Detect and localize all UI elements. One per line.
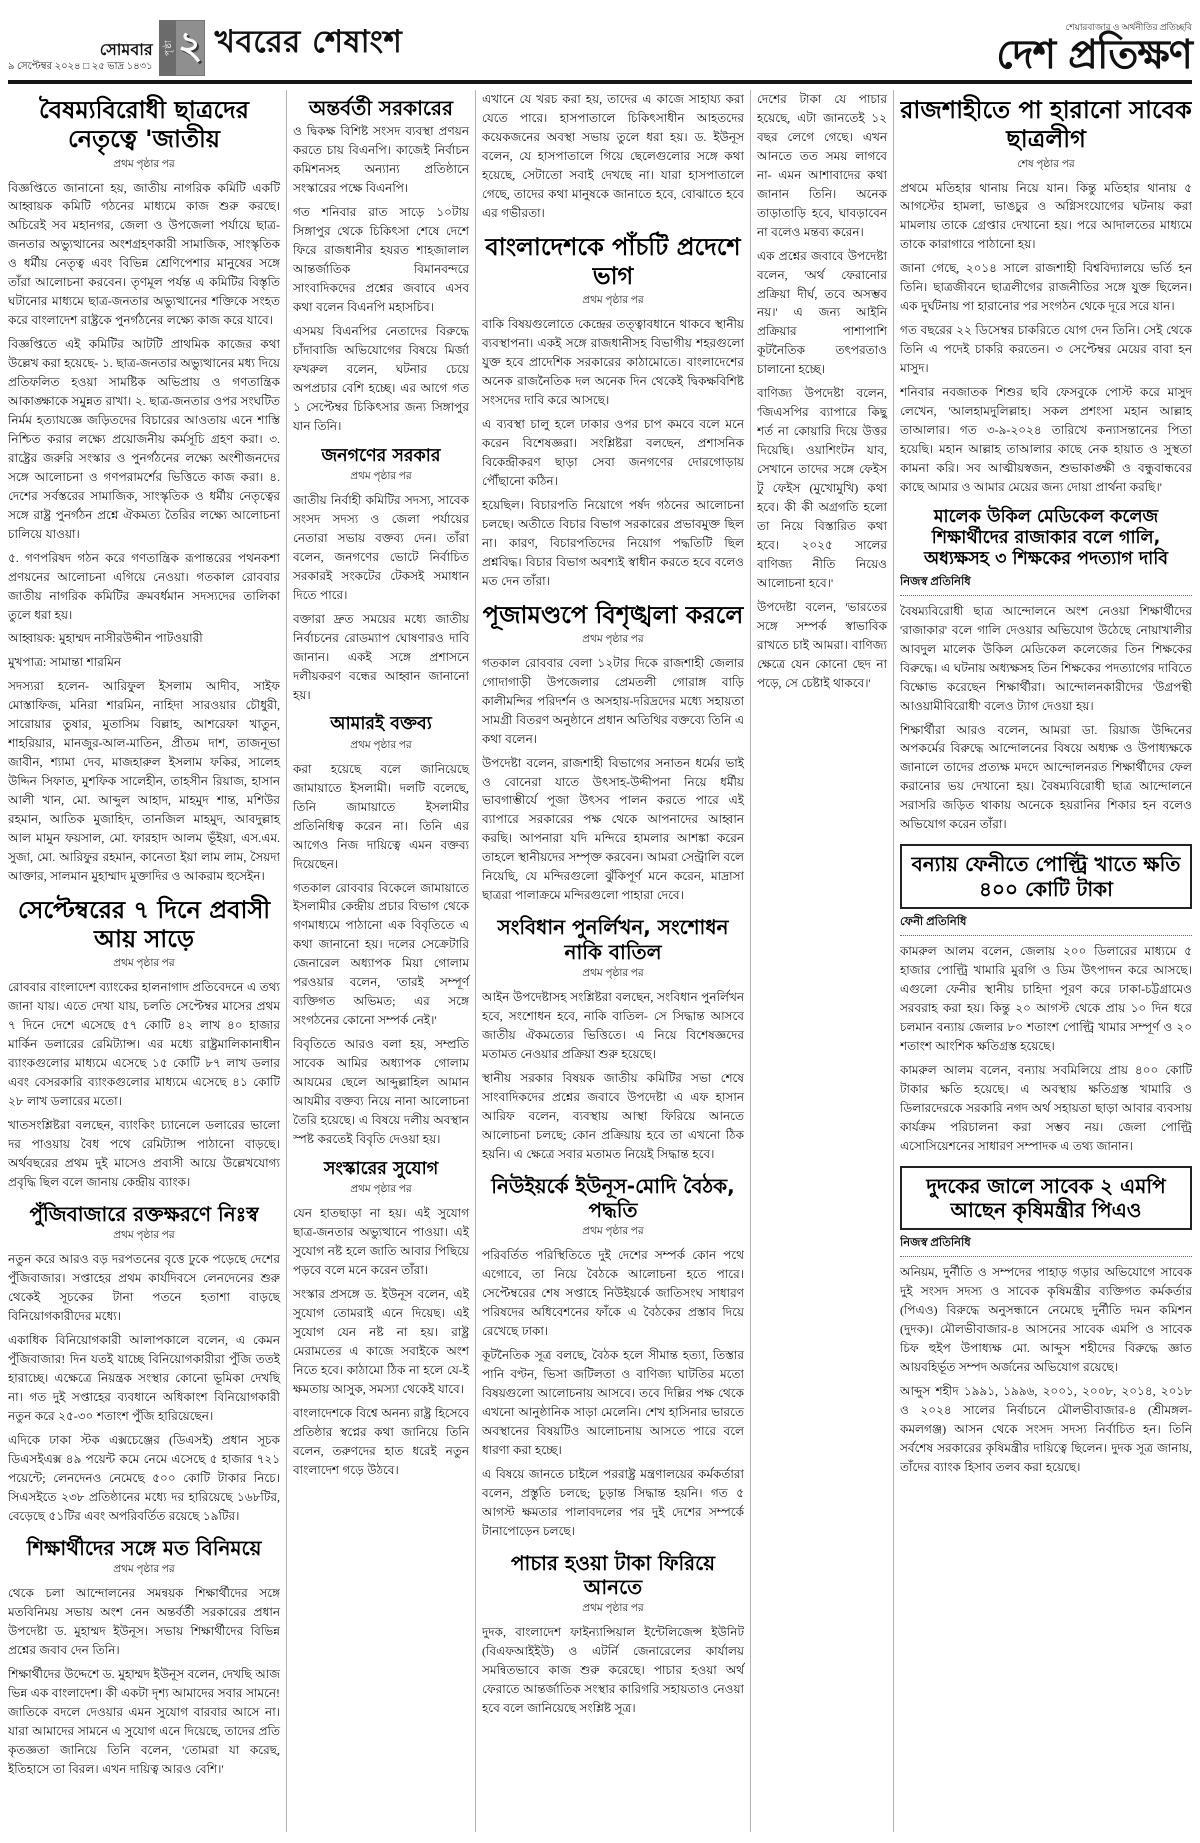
article-paragraph: শনিবার নবজাতক শিশুর ছবি ফেসবুকে পোস্ট করে মাসুদ লেখেন, 'আলহামদুলিল্লাহ। সকল প্রশংসা মহান আল্লাহ তাআলার। গত ৩-৯-২০২৪ তারিখে কন্যাসন্তানের পিতা হয়েছি। মহান আল্লাহ তাআলার কাছে নেক হায়াত ও সুস্থতা কামনা করি। সব আত্মীয়স্বজন, শুভাকাঙ্ক্ষী ও বন্ধুবান্ধবের কাছে আমার ও আমার মেয়ের জন্য দোয়া প্রার্থনা করছি।' xyxy=(900,385,1192,494)
day-label: সোমবার xyxy=(99,42,153,60)
article-headline: রাজশাহীতে পা হারানো সাবেক ছাত্রলীগ xyxy=(900,96,1192,154)
article-headline: জনগণের সরকার xyxy=(321,445,441,466)
article-continued-note: প্রথম পৃষ্ঠার পর xyxy=(350,1184,412,1196)
article-headline: মালেক উকিল মেডিকেল কলেজ শিক্ষার্থীদের রাজাকার বলে গালি, অধ্যক্ষসহ ৩ শিক্ষকের পদত্যাগ দাবি xyxy=(924,506,1168,570)
article-paragraph: এক প্রশ্নের জবাবে উপদেষ্টা বলেন, 'অর্থ ফেরানোর প্রক্রিয়া দীর্ঘ, তবে অসম্ভব নয়।' এ জন্য আইনি প্রক্রিয়ার পাশাপাশি কূটনৈতিক তৎপরতাও চালানো হচ্ছে। xyxy=(757,248,887,377)
article-continued-note: প্রথম পৃষ্ঠার পর xyxy=(350,739,412,751)
article-body xyxy=(900,179,1192,497)
article-body xyxy=(8,978,280,1191)
article-headline: বন্যায় ফেনীতে পোল্ট্রি খাতে ক্ষতি ৪০০ কোটি টাকা xyxy=(900,844,1192,909)
article-paragraph: একাধিক বিনিয়োগকারী আলাপকালে বলেন, এ কেমন পুঁজিবাজার! দিন যতই যাচ্ছে বিনিয়োগকারীরা পুঁজি ততই হারাচ্ছে। এক্ষেত্রে নিয়ন্ত্রক সংস্থার কোনো ভূমিকা দেখছি না। গত দুই সপ্তাহের ব্যবধানে অধিকাংশ বিনিয়োগকারী নতুন করে ২৫-৩০ শতাংশ পুঁজি হারিয়েছেন। xyxy=(8,1333,280,1423)
article-paragraph: পরিবর্তিত পরিস্থিতিতে দুই দেশের সম্পর্ক কোন পথে এগোবে, তা নিয়ে বৈঠকে আলোচনা হতে পারে। সেপ্টেম্বরের শেষ সপ্তাহে নিউইয়র্কে জাতিসংঘ সাধারণ পরিষদের অধিবেশনের ফাঁকে এ বৈঠকের প্রস্তাব দিয়ে রেখেছে ঢাকা। xyxy=(482,1248,744,1339)
article-body xyxy=(8,179,280,886)
article-paragraph: গত বছরের ২২ ডিসেম্বর চাকরিতে যোগ দেন তিনি। সেই থেকে তিনি এ পদেই চাকরি করতেন। ৩ সেপ্টেম্বর মেয়ের বাবা হন মাসুদ। xyxy=(900,323,1192,376)
article-headline: বৈষম্যবিরোধী ছাত্রদের নেতৃত্বে 'জাতীয় xyxy=(39,96,249,154)
article-paragraph: আব্দুস শহীদ ১৯৯১, ১৯৯৬, ২০০১, ২০০৮, ২০১৪, ২০১৮ ও ২০২৪ সালের নির্বাচনে মৌলভীবাজার-৪ (শ্রীমঙ্গল-কমলগঞ্জ) আসন থেকে সংসদ সদস্য নির্বাচিত হন। তিনি সর্বশেষ সরকারের কৃষিমন্ত্রীর দায়িত্বে ছিলেন। দুদক সূত্র জানায়, তাঁদের ব্যাংক হিসাব তলব করা হয়েছে। xyxy=(900,1384,1192,1474)
article-continued-note: প্রথম পৃষ্ঠার পর xyxy=(113,958,175,970)
article-body xyxy=(900,942,1192,1155)
page-header xyxy=(8,6,1192,76)
masthead-title: দেশ প্রতিক্ষণ xyxy=(996,32,1192,78)
article-paragraph: বৈষম্যবিরোধী ছাত্র আন্দোলনে অংশ নেওয়া শিক্ষার্থীদের 'রাজাকার' বলে গালি দেওয়ার অভিযোগ উঠেছে নোয়াখালীর আবদুল মালেক উকিল মেডিকেল কলেজের তিন শিক্ষকের বিরুদ্ধে। এ ঘটনায় অধ্যক্ষসহ তিন শিক্ষকের পদত্যাগের দাবিতে বিক্ষোভ করেছেন শিক্ষার্থীরা। আন্দোলনকারীদের 'উগ্রপন্থী আওয়ামীবিরোধী' বলেও ট্যাগ দেওয়া হয়। xyxy=(900,603,1192,713)
article xyxy=(8,1202,280,1526)
article-paragraph: রোববার বাংলাদেশ ব্যাংকের হালনাগাদ প্রতিবেদনে এ তথ্য জানা যায়। এতে দেখা যায়, চলতি সেপ্টেম্বর মাসের প্রথম ৭ দিনে দেশে এসেছে ৫৭ কোটি ৪২ লাখ ৪০ হাজার মার্কিন ডলারের রেমিট্যান্স। এর মধ্যে রাষ্ট্রমালিকানাধীন ব্যাংকগুলোর মাধ্যমে এসেছে ১৫ কোটি ৮৭ লাখ ডলার এবং বেসরকারি ব্যাংকগুলোর মাধ্যমে এসেছে ৪১ কোটি ২৮ লাখ ডলারের মতো। xyxy=(8,980,280,1109)
article-continued-note: প্রথম পৃষ্ঠার পর xyxy=(582,295,644,307)
article-body xyxy=(900,602,1192,834)
article-body xyxy=(482,1623,744,1718)
article-body xyxy=(482,90,744,223)
date-block xyxy=(8,42,153,76)
article-continued-note: প্রথম পৃষ্ঠার পর xyxy=(350,470,412,482)
article-byline: নিজস্ব প্রতিনিধি xyxy=(900,573,1192,596)
date-label: ৯ সেপ্টেম্বর ২০২৪ □ ২৫ ভাদ্র ১৪৩১ xyxy=(8,60,153,72)
article-paragraph: গতকাল রোববার বেলা ১২টার দিকে রাজশাহী জেলার গোদাগাড়ী উপজেলার প্রেমতলী গোরাঙ্গ বাড়ি কালীমন্দির পরিদর্শন ও অসহায়-দরিদ্রদের মধ্যে সহায়তা সামগ্রী বিতরণ অনুষ্ঠানে প্রধান অতিথির বক্তব্যে তিনি এ কথা বলেন। xyxy=(482,655,744,746)
article-paragraph: অনিয়ম, দুর্নীতি ও সম্পদের পাহাড় গড়ার অভিযোগে সাবেক দুই সংসদ সদস্য ও সাবেক কৃষিমন্ত্রীর ব্যক্তিগত কর্মকর্তার (পিএও) বিরুদ্ধে অনুসন্ধানে নেমেছে দুর্নীতি দমন কমিশন (দুদক)। মৌলভীবাজার-৪ আসনের সাবেক এমপি ও সাবেক চিফ হুইপ উপাধ্যক্ষ মো. আব্দুস শহীদের বিরুদ্ধে জ্ঞাত আয়বহির্ভূত সম্পদ অর্জনের অভিযোগ রয়েছে। xyxy=(900,1265,1192,1375)
article-headline: দুদকের জালে সাবেক ২ এমপি আছেন কৃষিমন্ত্রীর পিএও xyxy=(900,1166,1192,1231)
header-rule xyxy=(8,80,1192,84)
article-paragraph: জাতীয় নির্বাহী কমিটির সদস্য, সাবেক সংসদ সদস্য ও জেলা পর্যায়ের নেতারা সভায় বক্তব্য দেন। তাঁরা বলেন, জনগণের ভোটে নির্বাচিত সরকারই সংকটের টেকসই সমাধান দিতে পারে। xyxy=(293,492,469,602)
article-paragraph: কামরুল আলম বলেন, জেলায় ২০০ ডিলারের মাধ্যমে ৫ হাজার পোল্ট্রি খামারি মুরগি ও ডিম উৎপাদন করে আসছে। এগুলো ফেনীর স্থানীয় চাহিদা পূরণ করে ঢাকা-চট্টগ্রামেও সরবরাহ করা হয়। কিন্তু ২০ আগস্ট থেকে প্রায় ১০ দিন ধরে চলমান বন্যায় জেলার ৮০ শতাংশ পোল্ট্রি খামার সম্পূর্ণ ও ২০ শতাংশ আংশিক ক্ষতিগ্রস্ত হয়েছে। xyxy=(900,944,1192,1053)
article-paragraph: মুখপাত্র: সামান্তা শারমিন xyxy=(8,655,122,670)
article-headline: পুঁজিবাজারে রক্তক্ষরণে নিঃস্ব xyxy=(29,1201,259,1226)
article xyxy=(8,896,280,1192)
article-headline: পাচার হওয়া টাকা ফিরিয়ে আনতে xyxy=(510,1550,716,1600)
section-title: খবরের শেষাংশ xyxy=(214,24,403,60)
article xyxy=(900,1166,1192,1477)
article-paragraph: এদিকে ঢাকা স্টক এক্সচেঞ্জের (ডিএসই) প্রধান সূচক ডিএসইএক্স ৪৯ পয়েন্ট কমে নেমে এসেছে ৫ হাজার ৭২১ পয়েন্টে; লেনদেনও নেমেছে ৫০০ কোটি টাকার নিচে। সিএসইতে ২৩৮ প্রতিষ্ঠানের মধ্যে দর হারিয়েছে ১৬৮টির, বেড়েছে ৫১টির এবং অপরিবর্তিত রয়েছে ১৯টির। xyxy=(8,1432,280,1523)
article-paragraph: গত শনিবার রাত সাড়ে ১০টায় সিঙ্গাপুর থেকে চিকিৎসা শেষে দেশে ফিরে রাজধানীর হযরত শাহজালাল আন্তর্জাতিক বিমানবন্দরে সাংবাদিকদের প্রশ্নের জবাবে এসব কথা বলেন বিএনপি মহাসচিব। xyxy=(293,205,469,314)
article-headline: সংবিধান পুনর্লিখন, সংশোধন নাকি বাতিল xyxy=(497,915,729,964)
article-headline: শিক্ষার্থীদের সঙ্গে মত বিনিময়ে xyxy=(26,1535,262,1560)
article-body xyxy=(482,1246,744,1540)
article-paragraph: হয়েছিল। বিচারপতি নিয়োগে পর্ষদ গঠনের আলোচনা চলছে। অতীতে বিচার বিভাগ সরকারের প্রভাবমুক্ত ছিল না। কারণ, বিচারপতিদের নিয়োগ পদ্ধতিটি ছিল প্রশ্নবিদ্ধ। বিচার বিভাগ অবশ্যই স্বাধীন করতে হবে বলেও মত দেন তাঁরা। xyxy=(482,497,744,588)
article xyxy=(8,96,280,886)
article-paragraph: সংস্কার প্রসঙ্গে ড. ইউনূস বলেন, এই সুযোগ তোমরাই এনে দিয়েছ। এই সুযোগ যেন নষ্ট না হয়। রাষ্ট্র মেরামতের এ কাজে সবাইকে অংশ নিতে হবে। কাঠামো ঠিক না হলে যে-ই ক্ষমতায় আসুক, সমস্যা থেকেই যাবে। xyxy=(293,1287,469,1396)
article xyxy=(757,90,887,693)
article-paragraph: কামরুল আলম বলেন, বন্যায় সবমিলিয়ে প্রায় ৪০০ কোটি টাকার ক্ষতি হয়েছে। এ অবস্থায় ক্ষতিগ্রস্ত খামারি ও ডিলারদেরকে সরকারি নগদ অর্থ সহায়তা ছাড়া আবার ব্যবসায় কার্যক্রম পরিচালনা করা সম্ভব নয়। জেলা পোল্ট্রি এসোসিয়েশনের সাধারণ সম্পাদক এ তথ্য জানান। xyxy=(900,1062,1192,1153)
article-paragraph: উপদেষ্টা বলেন, রাজশাহী বিভাগের সনাতন ধর্মের ভাই ও বোনেরা যাতে উৎসাহ-উদ্দীপনা নিয়ে ধর্মীয় ভাবগাম্ভীর্যে পূজা উৎসব পালন করতে পারে এই ব্যাপারে সরকারের পক্ষ থেকে আপনাদের আহ্বান করছি। আপনারা যদি মন্দিরে হামলার আশঙ্কা করেন তাহলে স্থানীয়দের সম্পৃক্ত করবেন। আমরা সেন্ট্রালি বলে নিয়েছি, যে মন্দিরগুলো ঝুঁকিপূর্ণ মনে করেন, মাদ্রাসা ছাত্ররা পালাক্রমে মন্দিরগুলো পাহারা দেবে। xyxy=(482,755,744,903)
article-continued-note: প্রথম পৃষ্ঠার পর xyxy=(113,158,175,170)
article-paragraph: বিজ্ঞপ্তিতে এই কমিটির আটটি প্রাথমিক কাজের কথা উল্লেখ করা হয়েছে- ১. ছাত্র-জনতার অভ্যুত্থানের মধ্য দিয়ে প্রতিফলিত হওয়া সামষ্টিক অভিপ্রায় ও গণতান্ত্রিক আকাঙ্ক্ষাকে সমুন্নত রাখা। ২. ছাত্র-জনতার ওপর সংঘটিত নির্মম হত্যাযজ্ঞে জড়িতদের বিচারের আওতায় এনে শাস্তি নিশ্চিত করার লক্ষ্যে প্রয়োজনীয় কর্মসূচি গ্রহণ করা। ৩. রাষ্ট্রের জরুরি সংস্কার ও পুনর্গঠনের লক্ষ্যে অংশীজনদের সঙ্গে আলোচনা ও গণপরামর্শের ভিত্তিতে কাজ করা। ৪. দেশের সর্বস্তরের সামাজিক, সাংস্কৃতিক ও ধর্মীয় নেতৃত্বের সঙ্গে রাষ্ট্র পুনর্গঠন প্রশ্নে ঐকমত্য তৈরির লক্ষ্যে আলোচনা চালিয়ে যাওয়া। xyxy=(8,337,280,541)
article-continued-note: প্রথম পৃষ্ঠার পর xyxy=(582,1226,644,1238)
article-paragraph: উপদেষ্টা বলেন, 'ভারতের সঙ্গে সম্পর্ক স্বাভাবিক রাখতে চাই আমরা। বাণিজ্য ক্ষেত্রে যেন কোনো ছেদ না পড়ে, সে চেষ্টাই থাকবে।' xyxy=(757,599,887,690)
article-paragraph: বাণিজ্য উপদেষ্টা বলেন, 'জিএসপির ব্যাপারে কিছু শর্ত না কোয়ারি দিয়ে উত্তর দিয়েছি। ওয়াশিংটন যাব, সেখানে তাদের সঙ্গে ফেইস টু ফেইস (মুখোমুখি) কথা হবে। কী কী অগ্রগতি হলো তা নিয়ে বিস্তারিত কথা হবে। ২০২৫ সালের বাণিজ্য নীতি নিয়েও আলোচনা হবে।' xyxy=(757,386,887,590)
article-continued-note: প্রথম পৃষ্ঠার পর xyxy=(582,1603,644,1615)
article xyxy=(900,844,1192,1155)
article-continued-note: শেষ পৃষ্ঠার পর xyxy=(1017,158,1075,170)
article-paragraph: নতুন করে আরও বড় দরপতনের বৃত্তে ঢুকে পড়েছে দেশের পুঁজিবাজার। সপ্তাহের প্রথম কার্যদিবসে লেনদেনের শুরু থেকেই সূচকের টানা পতনে হতাশা বাড়ছে বিনিয়োগকারীদের মধ্যে। xyxy=(8,1252,280,1324)
article-paragraph: বক্তারা দ্রুত সময়ের মধ্যে জাতীয় নির্বাচনের রোডম্যাপ ঘোষণারও দাবি জানান। একই সঙ্গে প্রশাসনে দলীয়করণ বন্ধের আহ্বান জানানো হয়। xyxy=(293,611,469,702)
news-column-3 xyxy=(482,90,751,1832)
article-headline: নিউইয়র্কে ইউনূস-মোদি বৈঠক, পদ্ধতি xyxy=(491,1173,735,1222)
article-headline: বাংলাদেশকে পাঁচটি প্রদেশে ভাগ xyxy=(485,232,741,290)
article-body xyxy=(293,760,469,1149)
article-paragraph: সদস্যরা হলেন- আরিফুল ইসলাম আদীব, সাইফ মোস্তাফিজ, মনিরা শারমিন, নাহিদা সারওয়ার চৌধুরী, সারোয়ার তুষার, মুতাসিম বিল্লাহ, আশরেফা খাতুন, শাহরিয়ার, মানজুর-আল-মাতিন, প্রীতম দাশ, তাজনূভা জাবীন, শ্যামা দেব, মাজহারুল ইসলাম ফকির, সালেহ উদ্দিন সিফাত, মুশফিক সালেহীন, তাহসীন রিয়াজ, হাসান আলী খান, মো. আব্দুল আহাদ, মাহমুদ শান্ত, মশিউর রহমান, আতিক মুজাহিদ, তানজিল মাহমুদ, আবদুল্লাহ আল মামুন ফয়সাল, মো. ফারহাদ আলম ভূঁইয়া, এস.এম. সুজা, মো. আরিফুর রহমান, কানেতা ইয়া লাম লাম, সৈয়দা আক্তার, সালমান মুহাম্মাদ মুক্তাদির ও আকরাম হুসেইন। xyxy=(8,679,280,883)
article-continued-note: প্রথম পৃষ্ঠার পর xyxy=(113,1230,175,1242)
article-continued-note: প্রথম পৃষ্ঠার পর xyxy=(582,633,644,645)
article-byline: ফেনী প্রতিনিধি xyxy=(900,913,1192,936)
article-paragraph: খাতসংশ্লিষ্টরা বলছেন, ব্যাংকিং চ্যানেলে ডলারের ভালো দর পাওয়ায় বৈধ পথে রেমিট্যান্স পাঠানো বাড়ছে। অর্থবছরের প্রথম দুই মাসেও প্রবাসী আয়ে উল্লেখযোগ্য প্রবৃদ্ধি ছিল বলে জানায় কেন্দ্রীয় ব্যাংক। xyxy=(8,1118,280,1189)
article-body xyxy=(757,90,887,693)
article-paragraph: দুদক, বাংলাদেশ ফাইন্যান্সিয়াল ইন্টেলিজেন্স ইউনিট (বিএফআইইউ) ও এটর্নি জেনারেলের কার্যালয় সমন্বিতভাবে কাজ শুরু করেছে। পাচার হওয়া অর্থ ফেরাতে আন্তর্জাতিক সংস্থার কারিগরি সহায়তাও নেওয়া হবে বলে জানিয়েছে সংশ্লিষ্ট সূত্র। xyxy=(482,1625,744,1716)
article-paragraph: দেশের টাকা যে পাচার হয়েছে, এটা জানতেই ১২ বছর লেগে গেছে। এখন আনতে তত সময় লাগবে না- এমন আশাবাদের কথা জানান তিনি। অনেক তাড়াতাড়ি হবে, ঘাবড়াবেন না বলেও মন্তব্য করেন। xyxy=(757,92,887,239)
article-body xyxy=(8,1250,280,1525)
article-paragraph: এ বিষয়ে জানতে চাইলে পররাষ্ট্র মন্ত্রণালয়ের কর্মকর্তারা বলেন, প্রস্তুতি চলছে; চূড়ান্ত সিদ্ধান্ত হয়নি। গত ৫ আগস্ট ক্ষমতার পালাবদলের পর দুই দেশের সম্পর্কে টানাপোড়েন চলছে। xyxy=(482,1466,744,1538)
article-continued-note: প্রথম পৃষ্ঠার পর xyxy=(582,967,644,979)
article-paragraph: বিজ্ঞপ্তিতে জানানো হয়, জাতীয় নাগরিক কমিটি একটি আহ্বায়ক কমিটি গঠনের মাধ্যমে কাজ শুরু করছে। অচিরেই সব মহানগর, জেলা ও উপজেলা পর্যায়ে ছাত্র-জনতার অভ্যুত্থানের অংশগ্রহণকারী সামাজিক, সাংস্কৃতিক ও ধর্মীয় নেতৃত্ব এবং বিভিন্ন শ্রেণিপেশার মানুষের সঙ্গে তাঁরা আলোচনা করবেন। তৃণমূল পর্যন্ত এ কমিটির বিস্তৃতি ঘটানোর মাধ্যমে ছাত্র-জনতার অভ্যুত্থানের শক্তিকে সংহত করে বাংলাদেশ রাষ্ট্রকে পুনর্গঠনের লক্ষ্যে কাজ করে যাবে। xyxy=(8,180,280,328)
page-word-label: পৃষ্ঠা xyxy=(159,20,176,76)
article-body xyxy=(8,1584,280,1779)
page-number-box xyxy=(159,20,205,76)
article-body xyxy=(900,1263,1192,1476)
article-paragraph: প্রথমে মতিহার থানায় নিয়ে যান। কিন্তু মতিহার থানায় ৫ আগস্টের হামলা, ভাঙচুর ও অগ্নিসংযোগের ঘটনায় করা মামলায় তাকে গ্রেপ্তার দেখানো হয়। পরে আদালতের মাধ্যমে তাকে কারাগারে পাঠানো হয়। xyxy=(900,180,1192,252)
article-continued-note: প্রথম পৃষ্ঠার পর xyxy=(113,1563,175,1575)
article-paragraph: যেন হাতছাড়া না হয়। এই সুযোগ ছাত্র-জনতার অভ্যুত্থানে পাওয়া। এই সুযোগ নষ্ট হলে জাতি আবার পিছিয়ে পড়বে বলে মনে করেন তাঁরা। xyxy=(293,1206,469,1278)
article-paragraph: বাকি বিষয়গুলোতে কেন্দ্রের তত্ত্বাবধানে থাকবে স্থানীয় ব্যবস্থাপনা। একই সঙ্গে রাজধানীসহ বিভাগীয় শহরগুলো যুক্ত হবে প্রাদেশিক সরকারের কাঠামোতে। বাংলাদেশের অনেক রাজনৈতিক দল অনেক দিন থেকেই দ্বিকক্ষবিশিষ্ট সংসদের দাবি করে আসছে। xyxy=(482,317,744,408)
article-paragraph: শিক্ষার্থীদের উদ্দেশে ড. মুহাম্মদ ইউনূস বলেন, দেখছি আজ ভিন্ন এক বাংলাদেশ। কী একটা দৃশ্য আমাদের সবার সামনে! জাতিকে বদলে দেওয়ার এমন সুযোগ বারবার আসে না। যারা আমাদের সামনে এ সুযোগ এনে দিয়েছে, তাদের প্রতি কৃতজ্ঞতা জানিয়ে তিনি বলেন, 'তোমরা যা করেছ, ইতিহাসে তা বিরল। এখন দায়িত্ব আরও বেশি।' xyxy=(8,1666,280,1776)
article xyxy=(293,714,469,1148)
article-paragraph: আইন উপদেষ্টাসহ সংশ্লিষ্টরা বলছেন, সংবিধান পুনর্লিখন হবে, সংশোধন হবে, নাকি বাতিল- সে সিদ্ধান্ত আসবে জাতীয় ঐকমত্যের ভিত্তিতে। এ নিয়ে বিশেষজ্ঞদের মতামত নেওয়ার প্রক্রিয়া শুরু হয়েছে। xyxy=(482,989,744,1061)
article xyxy=(482,1174,744,1541)
article xyxy=(482,915,744,1163)
article xyxy=(900,96,1192,497)
article-headline: সেপ্টেম্বরের ৭ দিনে প্রবাসী আয় সাড়ে xyxy=(17,895,271,954)
masthead-block xyxy=(996,20,1192,76)
article-body xyxy=(293,1204,469,1479)
article-paragraph: কূটনৈতিক সূত্র বলছে, বৈঠক হলে সীমান্ত হত্যা, তিস্তার পানি বণ্টন, ভিসা জটিলতা ও বাণিজ্য ঘাটতির মতো বিষয়গুলো আলোচনায় আসবে। তবে দিল্লির পক্ষ থেকে এখনো আনুষ্ঠানিক সাড়া মেলেনি। শেখ হাসিনার ভারতে অবস্থানের বিষয়টিও আলোচনায় আসতে পারে বলে ধারণা করা হচ্ছে। xyxy=(482,1348,744,1457)
article-body xyxy=(482,654,744,905)
article xyxy=(482,90,744,223)
article-paragraph: ও দ্বিকক্ষ বিশিষ্ট সংসদ ব্যবস্থা প্রণয়ন করতে চায় বিএনপি। কাজেই নির্বাচন কমিশনসহ অন্যান্য প্রতিষ্ঠানে সংস্কারের পক্ষে বিএনপি। xyxy=(293,124,469,196)
page-body xyxy=(8,90,1192,1832)
article-body xyxy=(482,988,744,1164)
news-column-4 xyxy=(757,90,894,1832)
article xyxy=(900,507,1192,834)
article-headline: অন্তর্বর্তী সরকারের xyxy=(309,96,453,120)
article-body xyxy=(293,491,469,704)
article-paragraph: বিবৃতিতে আরও বলা হয়, সম্প্রতি সাবেক আমির অধ্যাপক গোলাম আযমের ছেলে আব্দুল্লাহিল আমান আযমীর বক্তব্য নিয়ে নানা আলোচনা তৈরি হয়েছে। এ বিষয়ে দলীয় অবস্থান স্পষ্ট করতেই বিবৃতি দেওয়া হয়। xyxy=(293,1037,469,1146)
article xyxy=(293,446,469,705)
news-column-2 xyxy=(293,90,476,1832)
article-paragraph: জানা গেছে, ২০১৪ সালে রাজশাহী বিশ্ববিদ্যালয়ে ভর্তি হন তিনি। ছাত্রজীবনে ছাত্রলীগের রাজনীতির সঙ্গে যুক্ত ছিলেন। এক দুর্ঘটনায় পা হারানোর পর সংগঠন থেকে দূরে সরে যান। xyxy=(900,261,1192,314)
article-paragraph: থেকে চলা আন্দোলনের সমন্বয়ক শিক্ষার্থীদের সঙ্গে মতবিনিময় সভায় অংশ নেন অন্তর্বর্তী সরকারের প্রধান উপদেষ্টা ড. মুহাম্মদ ইউনূস। সভায় শিক্ষার্থীদের বিভিন্ন প্রশ্নের জবাব দেন তিনি। xyxy=(8,1585,280,1657)
article-paragraph: বাংলাদেশকে বিশ্বে অনন্য রাষ্ট্র হিসেবে প্রতিষ্ঠার স্বপ্নের কথা জানিয়ে তিনি বলেন, তরুণদের হাত ধরেই নতুন বাংলাদেশ গড়ে উঠবে। xyxy=(293,1405,469,1477)
article-headline: সংস্কারের সুযোগ xyxy=(323,1158,439,1179)
article-paragraph: শিক্ষার্থীরা আরও বলেন, আমরা ডা. রিয়াজ উদ্দিনের অপকর্মের বিরুদ্ধে আন্দোলনের বিষয়ে অধ্যক্ষ ও উপাধ্যক্ষকে জানালে তাদের প্রত্যক্ষ মদদে আন্দোলনরত শিক্ষার্থীদের ফেল করানোর ভয় দেখানো হয়। বৈষম্যবিরোধী ছাত্র আন্দোলনে সরাসরি জড়িত থাকায় অনেকে হয়রানির শিকার হন বলেও অভিযোগ করেন তাঁরা। xyxy=(900,722,1192,832)
article-paragraph: এখানে যে খরচ করা হয়, তাদের এ কাজে সাহায্য করা যেতে পারে। হাসপাতালে চিকিৎসাধীন আহতদের কয়েকজনের অবস্থা সভায় তুলে ধরা হয়। ড. ইউনূস বলেন, যে হাসপাতালে গিয়ে ছেলেগুলোর সঙ্গে কথা হয়েছে, সেটাতো সবাই দেখছে না। যারা হাসপাতালে গেছে, তাদের কথা মানুষকে জানাতে হবে, বোঝাতে হবে এর গভীরতা। xyxy=(482,92,744,220)
article-paragraph: করা হয়েছে বলে জানিয়েছে জামায়াতে ইসলামী। দলটি বলেছে, তিনি জামায়াতে ইসলামীর প্রতিনিধিত্ব করেন না। তিনি এর আগেও নিজ দায়িত্বে এমন বক্তব্য দিয়েছেন। xyxy=(293,761,469,871)
masthead-tagline: শেয়ারবাজার ও অর্থনীতির প্রতিচ্ছবি xyxy=(1065,22,1192,32)
article-paragraph: স্থানীয় সরকার বিষয়ক জাতীয় কমিটির সভা শেষে সাংবাদিকদের প্রশ্নের জবাবে উপদেষ্টা এ এফ হাসান আরিফ বলেন, ব্যবস্থায় আস্থা ফিরিয়ে আনতে আলোচনা চলছে; কোন প্রক্রিয়ায় হবে তা এখনো ঠিক হয়নি। এ ক্ষেত্রে সবার মতামত নিয়েই সিদ্ধান্ত হবে। xyxy=(482,1070,744,1161)
article-paragraph: ৫. গণপরিষদ গঠন করে গণতান্ত্রিক রূপান্তরের পথনকশা প্রণয়নের আলোচনা এগিয়ে নেওয়া। গতকাল রোববার জাতীয় নাগরিক কমিটির ক্রমবর্ধমান সদস্যদের তালিকা তুলে ধরা হয়। xyxy=(8,550,280,622)
article xyxy=(8,1536,280,1779)
article-byline: নিজস্ব প্রতিনিধি xyxy=(900,1234,1192,1257)
article xyxy=(482,601,744,906)
article xyxy=(482,1551,744,1719)
page-number: ২ xyxy=(177,23,203,67)
article-headline: আমারই বক্তব্য xyxy=(330,714,432,735)
article xyxy=(482,233,744,591)
news-column-5 xyxy=(900,90,1192,1832)
article-body xyxy=(482,315,744,590)
article xyxy=(293,96,469,436)
article-paragraph: এ ব্যবস্থা চালু হলে ঢাকার ওপর চাপ কমবে বলে মনে করেন বিশেষজ্ঞরা। সংশ্লিষ্টরা বলছেন, প্রশাসনিক বিকেন্দ্রীকরণ ছাড়া সেবা জনগণের দোরগোড়ায় পৌঁছানো কঠিন। xyxy=(482,416,744,488)
article-paragraph: গতকাল রোববার বিকেলে জামায়াতে ইসলামীর কেন্দ্রীয় প্রচার বিভাগ থেকে গণমাধ্যমে পাঠানো এক বিবৃতিতে এ কথা জানানো হয়। দলের সেক্রেটারি জেনারেল অধ্যাপক মিয়া গোলাম পরওয়ার বলেন, 'তারই সম্পূর্ণ ব্যক্তিগত অভিমত; এর সঙ্গে সংগঠনের কোনো সম্পর্ক নেই।' xyxy=(293,880,469,1028)
article-paragraph: এসময় বিএনপির নেতাদের বিরুদ্ধে চাঁদাবাজি অভিযোগের বিষয়ে মির্জা ফখরুল বলেন, ঘটনার চেয়ে অপপ্রচার বেশি হচ্ছে। এর আগে গত ১ সেপ্টেম্বর চিকিৎসার জন্য সিঙ্গাপুর যান তিনি। xyxy=(293,323,469,433)
news-column-1 xyxy=(8,90,287,1832)
article-headline: পূজামণ্ডপে বিশৃঙ্খলা করলে xyxy=(482,600,744,629)
article xyxy=(293,1159,469,1480)
article-body xyxy=(293,122,469,435)
article-paragraph: আহ্বায়ক: মুহাম্মদ নাসীরউদ্দীন পাটওয়ারী xyxy=(8,631,203,646)
